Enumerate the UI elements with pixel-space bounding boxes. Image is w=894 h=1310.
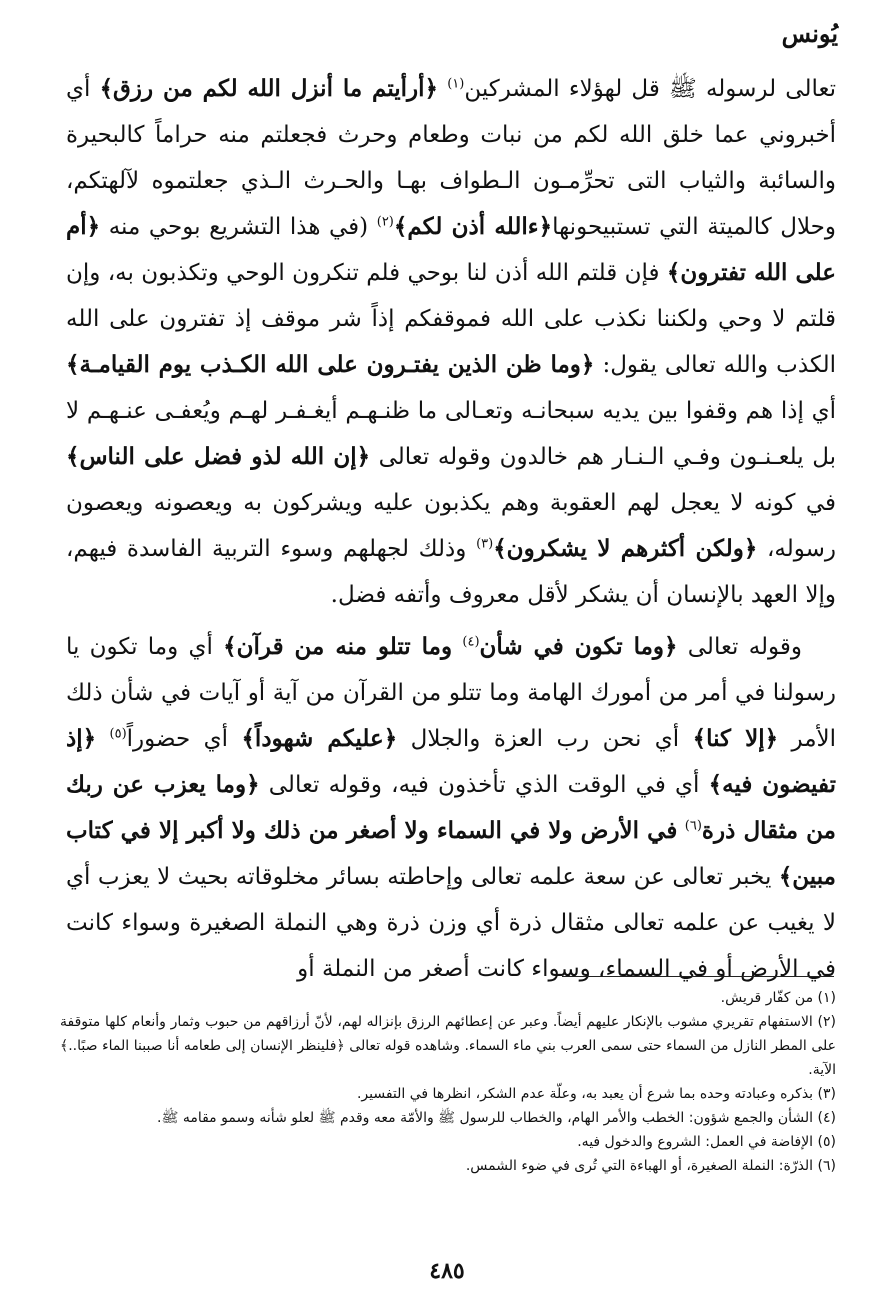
quran-verse: ﴿عليكم شهوداً﴾: [241, 725, 398, 752]
text-segment: وذلك لجهلهم وسوء التربية الفاسدة فيهم، وإلا العهد بالإنسان أن يشكر لأقل معروف وأتفه فضل.: [66, 536, 836, 608]
paragraph-1: [66, 66, 836, 618]
footnotes-section: [60, 986, 836, 1178]
text-segment: (في هذا التشريع بوحي منه: [108, 214, 369, 240]
quran-verse: ﴿إلا كنا﴾: [692, 725, 779, 752]
text-segment: في كونه لا يعجل لهم العقوبة وهم يكذبون عليه ويشركون به ويعصونه ويعصون رسوله،: [66, 490, 837, 562]
footnote-divider: [562, 976, 834, 977]
text-segment: أي أخبروني عما خلق الله لكم من نبات وطعام وحرث فجعلتم منه حراماً كالبحيرة والسائبة والثياب التى تحرِّمـون الـطواف بهـا والحـرث الـذي جعلتموه لآلهتكم، وحلال كالميتة التي تستبيحونها: [66, 76, 836, 240]
quran-verse: ﴿ءالله أذن لكم﴾: [393, 213, 553, 240]
quran-verse: ﴿وما تكون في شأن: [479, 633, 678, 660]
paragraph-2: [66, 624, 836, 992]
text-segment: تعالى لرسوله ﷺ قل لهؤلاء المشركين: [464, 76, 836, 102]
quran-verse: ﴿إذ تفيضون فيه﴾: [66, 725, 836, 798]
footnote-ref-4: (٤): [462, 634, 480, 650]
footnote-5: (٥) الإفاضة في العمل: الشروع والدخول فيه.: [577, 1134, 836, 1150]
text-segment: أي في الوقت الذي تأخذون فيه، وقوله تعالى: [268, 772, 700, 798]
main-commentary-text: [66, 66, 836, 992]
quran-verse: ﴿إن الله لذو فضل على الناس﴾: [66, 443, 371, 470]
quran-verse: وما تتلو منه من قرآن﴾: [223, 633, 453, 660]
quran-verse: ﴿ولكن أكثرهم لا يشكرون﴾: [493, 535, 758, 562]
text-segment: فإن قلتم الله أذن لنا بوحي فلم تنكرون الوحي وتكذبون به، وإن قلتم لا وحي ولكننا نكذب على الله فموقفكم إذاً شر موقف إذ تفترون على الله الكذب والله تعالى يقول:: [66, 260, 836, 378]
quran-verse: ﴿أم على الله تفترون﴾: [66, 213, 837, 286]
quran-verse: ﴿أرأيتم ما أنزل الله لكم من رزق﴾: [99, 75, 439, 102]
text-segment: وقوله تعالى: [687, 634, 803, 660]
quran-verse: ﴿وما يعزب عن ربك من مثقال ذرة: [66, 771, 836, 844]
footnote-4: (٤) الشأن والجمع شؤون: الخطب والأمر الهام، والخطاب للرسول ﷺ والأمّة معه وقدم ﷺ لعلو شأنه وسمو مقامه ﷺ.: [157, 1110, 836, 1126]
footnote-1: (١) من كفّار قريش.: [720, 990, 836, 1006]
text-segment: أي نحن رب العزة والجلال: [410, 726, 680, 752]
text-segment: أي وما تكون يا رسولنا في أمر من أمورك الهامة وما تتلو من القرآن من آية أو آيات في شأن ذلك الأمر: [66, 634, 837, 752]
text-segment: أي إذا هم وقفوا بين يديه سبحانـه وتعـالى ما ظنـهـم أيغـفـر لهـم ويُعفـى عنـهـم لا بل يلعـنـون وفـي الـنـار هم خالدون وقوله تعالى: [66, 398, 837, 470]
page-number: ٤٨٥: [429, 1258, 465, 1284]
footnote-2: (٢) الاستفهام تقريري مشوب بالإنكار عليهم أيضاً. وعبر عن إعطائهم الرزق بإنزاله لهم، لأنّ أرزاقهم من حبوب وثمار وأنعام كلها متوقفة على المطر النازل من السماء حتى سمى العرب بني ماء السماء. وشاهده قوله تعالى ﴿فلينظر الإنسان إلى طعامه أنا صببنا الماء صبًا..﴾ الآية.: [60, 1014, 836, 1078]
quran-verse: في الأرض ولا في السماء ولا أصغر من ذلك ولا أكبر إلا في كتاب مبين﴾: [66, 817, 836, 890]
footnote-ref-3: (٣): [476, 536, 494, 552]
quran-verse: ﴿وما ظن الذين يفتـرون على الله الكـذب يوم القيامـة﴾: [66, 351, 595, 378]
footnote-3: (٣) بذكره وعبادته وحده بما شرع أن يعبد به، وعلّة عدم الشكر، انظرها في التفسير.: [356, 1086, 836, 1102]
footnote-6: (٦) الذرّة: النملة الصغيرة، أو الهباءة التي تُرى في ضوء الشمس.: [465, 1158, 836, 1174]
footnote-ref-1: (١): [447, 76, 465, 92]
footnote-ref-2: (٢): [376, 214, 394, 230]
footnote-ref-6: (٦): [684, 818, 702, 834]
text-segment: يخبر تعالى عن سعة علمه تعالى وإحاطته بسائر مخلوقاته بحيث لا يعزب أي لا يغيب عن علمه تعالى مثقال ذرة أي وزن ذرة وهي النملة الصغيرة وسواء كانت في الأرض أو في السماء، وسواء كانت أصغر من النملة أو: [66, 864, 836, 982]
footnote-ref-5: (٥): [109, 726, 127, 742]
text-segment: أي حضوراً: [126, 726, 229, 752]
running-header-surah-name: يُونس: [781, 19, 838, 48]
